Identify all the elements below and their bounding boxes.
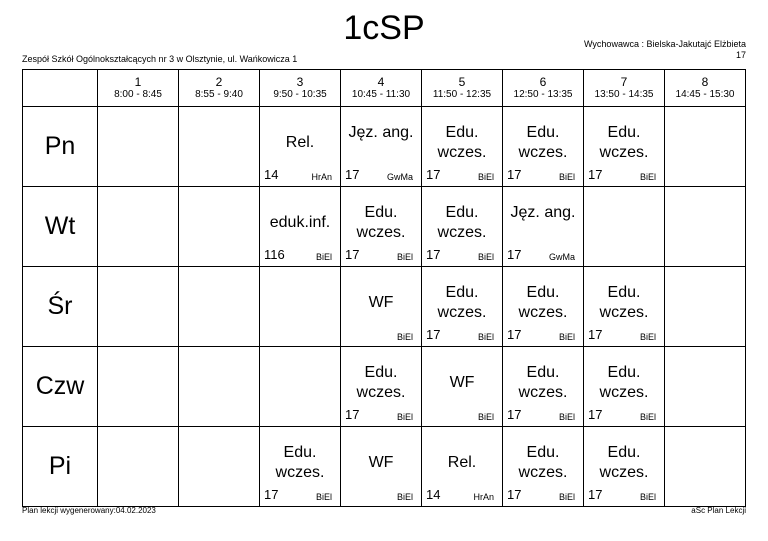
day-label: Czw xyxy=(23,347,98,427)
empty-cell xyxy=(665,107,746,187)
day-row xyxy=(23,347,746,427)
lesson-subject: Edu. wczes. xyxy=(356,204,406,241)
lesson-cell xyxy=(341,427,422,507)
lesson-teacher: BiEl xyxy=(639,332,656,342)
lesson-teacher: BiEl xyxy=(477,252,494,262)
empty-cell xyxy=(98,107,179,187)
period-number: 3 xyxy=(296,74,304,89)
lesson-cell xyxy=(260,187,341,267)
lesson-cell xyxy=(584,427,665,507)
lesson-room: 17 xyxy=(345,167,360,182)
lesson-subject: Edu. wczes. xyxy=(599,284,649,321)
home-room: 17 xyxy=(735,50,746,60)
lesson-cell xyxy=(503,427,584,507)
period-number: 1 xyxy=(134,74,142,89)
lesson-cell xyxy=(422,347,503,427)
lesson-room: 14 xyxy=(264,167,279,182)
lesson-cell xyxy=(341,347,422,427)
lesson-subject: Edu. wczes. xyxy=(518,364,568,401)
corner-cell xyxy=(23,70,98,107)
day-label: Pn xyxy=(23,107,98,187)
period-header-8 xyxy=(665,70,746,107)
timetable-body xyxy=(23,107,746,507)
lesson-subject: Edu. wczes. xyxy=(599,364,649,401)
lesson-room: 17 xyxy=(588,327,603,342)
day-row xyxy=(23,427,746,507)
empty-cell xyxy=(665,427,746,507)
empty-cell xyxy=(179,107,260,187)
lesson-teacher: HrAn xyxy=(473,492,494,502)
lesson-subject: Jęz. ang. xyxy=(510,204,576,221)
lesson-teacher: BiEl xyxy=(477,172,494,182)
lesson-teacher: BiEl xyxy=(558,332,575,342)
lesson-room: 17 xyxy=(588,407,603,422)
lesson-teacher: BiEl xyxy=(396,492,413,502)
period-header-4 xyxy=(341,70,422,107)
timetable-grid xyxy=(22,69,746,507)
lesson-subject: Edu. wczes. xyxy=(599,444,649,481)
lesson-cell xyxy=(584,267,665,347)
day-label: Śr xyxy=(23,267,98,347)
empty-cell xyxy=(179,347,260,427)
lesson-teacher: BiEl xyxy=(477,332,494,342)
lesson-subject: Edu. wczes. xyxy=(518,284,568,321)
period-number: 7 xyxy=(620,74,628,89)
empty-cell xyxy=(260,347,341,427)
lesson-subject: Edu. wczes. xyxy=(518,444,568,481)
empty-cell xyxy=(665,347,746,427)
empty-cell xyxy=(584,187,665,267)
generated-date: Plan lekcji wygenerowany:04.02.2023 xyxy=(22,506,156,515)
lesson-teacher: BiEl xyxy=(558,172,575,182)
lesson-teacher: BiEl xyxy=(396,412,413,422)
empty-cell xyxy=(98,267,179,347)
app-name: aSc Plan Lekcji xyxy=(691,506,746,515)
lesson-subject: Edu. wczes. xyxy=(599,124,649,161)
lesson-room: 17 xyxy=(264,487,279,502)
lesson-teacher: BiEl xyxy=(315,492,332,502)
lesson-cell xyxy=(422,187,503,267)
school-name: Zespół Szkół Ogólnokształcących nr 3 w Olsztynie, ul. Wańkowicza 1 xyxy=(22,54,298,64)
lesson-subject: Edu. wczes. xyxy=(437,204,487,241)
period-time: 11:50 - 12:35 xyxy=(432,88,492,100)
day-row xyxy=(23,107,746,187)
lesson-subject: Edu. wczes. xyxy=(437,284,487,321)
period-header-3 xyxy=(260,70,341,107)
lesson-cell xyxy=(260,427,341,507)
empty-cell xyxy=(98,427,179,507)
period-number: 5 xyxy=(458,74,466,89)
lesson-teacher: BiEl xyxy=(396,332,413,342)
lesson-cell xyxy=(584,347,665,427)
empty-cell xyxy=(260,267,341,347)
period-time: 10:45 - 11:30 xyxy=(351,88,411,100)
lesson-subject: Edu. wczes. xyxy=(518,124,568,161)
lesson-room: 17 xyxy=(426,327,441,342)
period-header-5 xyxy=(422,70,503,107)
lesson-room: 17 xyxy=(588,487,603,502)
period-number: 6 xyxy=(539,74,547,89)
lesson-teacher: BiEl xyxy=(558,492,575,502)
lesson-cell xyxy=(503,347,584,427)
lesson-cell xyxy=(341,107,422,187)
period-header-2 xyxy=(179,70,260,107)
period-header-row xyxy=(23,70,746,107)
lesson-teacher: HrAn xyxy=(311,172,332,182)
lesson-subject: WF xyxy=(368,454,394,471)
lesson-teacher: BiEl xyxy=(315,252,332,262)
lesson-room: 17 xyxy=(426,247,441,262)
empty-cell xyxy=(98,347,179,427)
lesson-subject: WF xyxy=(368,294,394,311)
lesson-room: 17 xyxy=(426,167,441,182)
period-header-6 xyxy=(503,70,584,107)
period-number: 8 xyxy=(701,74,709,89)
lesson-teacher: GwMa xyxy=(548,252,575,262)
lesson-room: 17 xyxy=(588,167,603,182)
lesson-teacher: BiEl xyxy=(396,252,413,262)
period-time: 8:55 - 9:40 xyxy=(195,88,243,100)
lesson-teacher: GwMa xyxy=(386,172,413,182)
lesson-subject: Edu. wczes. xyxy=(275,444,325,481)
lesson-teacher: BiEl xyxy=(639,172,656,182)
lesson-room: 17 xyxy=(507,167,522,182)
day-row xyxy=(23,267,746,347)
lesson-cell xyxy=(260,107,341,187)
lesson-subject: WF xyxy=(449,374,475,391)
lesson-room: 17 xyxy=(345,407,360,422)
empty-cell xyxy=(179,267,260,347)
empty-cell xyxy=(179,427,260,507)
lesson-cell xyxy=(341,187,422,267)
lesson-cell xyxy=(422,267,503,347)
page-title: 1cSP xyxy=(343,9,425,47)
period-header-7 xyxy=(584,70,665,107)
lesson-cell xyxy=(503,187,584,267)
lesson-subject: Edu. wczes. xyxy=(356,364,406,401)
lesson-teacher: BiEl xyxy=(639,492,656,502)
lesson-room: 17 xyxy=(345,247,360,262)
period-time: 8:00 - 8:45 xyxy=(114,88,162,100)
lesson-teacher: BiEl xyxy=(558,412,575,422)
lesson-subject: Rel. xyxy=(285,134,315,151)
day-row xyxy=(23,187,746,267)
lesson-subject: eduk.inf. xyxy=(269,214,331,231)
period-header-1 xyxy=(98,70,179,107)
lesson-cell xyxy=(422,427,503,507)
period-number: 4 xyxy=(377,74,385,89)
lesson-subject: Edu. wczes. xyxy=(437,124,487,161)
empty-cell xyxy=(665,267,746,347)
lesson-cell xyxy=(503,107,584,187)
lesson-subject: Jęz. ang. xyxy=(348,124,414,141)
lesson-room: 17 xyxy=(507,407,522,422)
empty-cell xyxy=(179,187,260,267)
lesson-cell xyxy=(341,267,422,347)
lesson-subject: Rel. xyxy=(447,454,477,471)
lesson-cell xyxy=(584,107,665,187)
lesson-room: 17 xyxy=(507,247,522,262)
empty-cell xyxy=(665,187,746,267)
period-time: 13:50 - 14:35 xyxy=(594,88,654,100)
lesson-cell xyxy=(503,267,584,347)
empty-cell xyxy=(98,187,179,267)
lesson-cell xyxy=(422,107,503,187)
lesson-teacher: BiEl xyxy=(477,412,494,422)
lesson-room: 17 xyxy=(507,327,522,342)
day-label: Pi xyxy=(23,427,98,507)
class-teacher: Wychowawca : Bielska-Jakutajć Elżbieta xyxy=(584,39,746,49)
lesson-teacher: BiEl xyxy=(639,412,656,422)
period-time: 9:50 - 10:35 xyxy=(273,88,327,100)
period-number: 2 xyxy=(215,74,223,89)
lesson-room: 116 xyxy=(264,247,285,262)
lesson-room: 17 xyxy=(507,487,522,502)
lesson-room: 14 xyxy=(426,487,441,502)
day-label: Wt xyxy=(23,187,98,267)
period-time: 14:45 - 15:30 xyxy=(675,88,735,100)
period-time: 12:50 - 13:35 xyxy=(513,88,573,100)
